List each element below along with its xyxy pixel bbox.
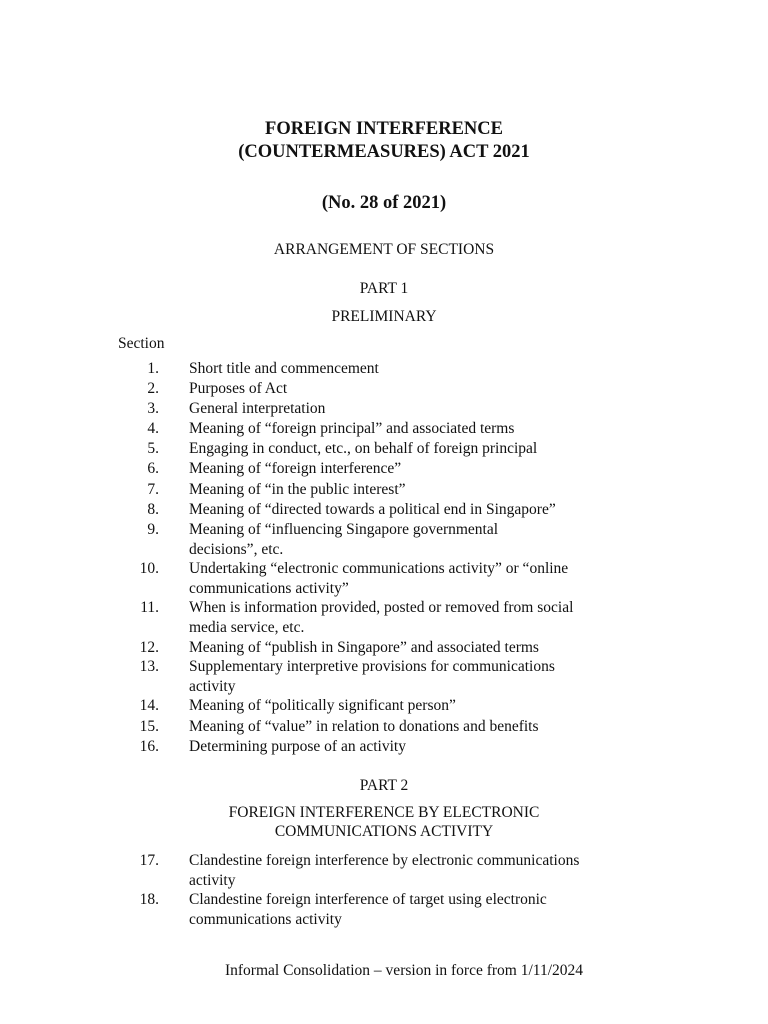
act-title-line-2: (COUNTERMEASURES) ACT 2021 xyxy=(238,142,530,162)
section-number: 11. xyxy=(140,599,159,616)
section-number: 15. xyxy=(139,718,159,735)
part-1-title-line: PRELIMINARY xyxy=(331,308,437,325)
section-title: Meaning of “publish in Singapore” and associated terms xyxy=(189,639,539,656)
act-title-line-1: FOREIGN INTERFERENCE xyxy=(265,119,503,139)
section-title: Determining purpose of an activity xyxy=(189,738,406,755)
part-1-label: PART 1 xyxy=(359,280,409,297)
section-number: 8. xyxy=(147,501,159,518)
act-number: (No. 28 of 2021) xyxy=(321,193,447,213)
section-title: Purposes of Act xyxy=(189,380,288,397)
section-title: Meaning of “influencing Singapore governmental decisions”, etc. xyxy=(189,521,499,558)
section-number: 5. xyxy=(147,440,159,457)
section-title: Meaning of “directed towards a political end in Singapore” xyxy=(189,501,556,518)
consolidation-footer: Informal Consolidation – version in force from 1/11/2024 xyxy=(224,962,583,979)
section-number: 1. xyxy=(147,360,159,377)
section-number: 18. xyxy=(139,891,159,908)
part-2-title-line-2: COMMUNICATIONS ACTIVITY xyxy=(274,823,494,840)
part-2-title-line-1: FOREIGN INTERFERENCE BY ELECTRONIC xyxy=(228,804,540,821)
section-number: 4. xyxy=(147,420,159,437)
section-title: Meaning of “foreign principal” and associated terms xyxy=(189,420,515,437)
section-number: 6. xyxy=(147,460,159,477)
section-title: Clandestine foreign interference of target using electronic communications activity xyxy=(189,891,547,928)
section-title: Clandestine foreign interference by electronic communications activity xyxy=(189,852,580,889)
section-number: 2. xyxy=(147,380,159,397)
arrangement-heading: ARRANGEMENT OF SECTIONS xyxy=(273,241,495,258)
section-number: 3. xyxy=(147,400,159,417)
section-title: Short title and commencement xyxy=(189,360,379,377)
part-2-title xyxy=(0,803,768,841)
section-title: Meaning of “foreign interference” xyxy=(189,460,402,477)
section-title: General interpretation xyxy=(189,400,326,417)
section-number: 17. xyxy=(139,852,159,869)
section-number: 16. xyxy=(139,738,159,755)
part-1-title xyxy=(0,307,768,326)
section-number: 7. xyxy=(147,481,159,498)
section-title: Supplementary interpretive provisions for communications activity xyxy=(189,658,555,695)
section-title: Undertaking “electronic communications activity” or “online communications activity” xyxy=(189,560,569,597)
section-title: Meaning of “value” in relation to donations and benefits xyxy=(189,718,539,735)
section-number: 12. xyxy=(139,639,159,656)
section-number: 10. xyxy=(139,560,159,577)
section-title: Meaning of “in the public interest” xyxy=(189,481,406,498)
section-title: Engaging in conduct, etc., on behalf of foreign principal xyxy=(189,440,538,457)
section-number: 14. xyxy=(139,697,159,714)
section-title: When is information provided, posted or removed from social media service, etc. xyxy=(189,599,574,636)
act-title xyxy=(0,118,768,164)
part-2-label: PART 2 xyxy=(359,777,409,794)
section-title: Meaning of “politically significant person” xyxy=(189,697,456,714)
section-column-heading: Section xyxy=(118,335,165,352)
section-number: 9. xyxy=(147,521,159,538)
section-number: 13. xyxy=(139,658,159,675)
